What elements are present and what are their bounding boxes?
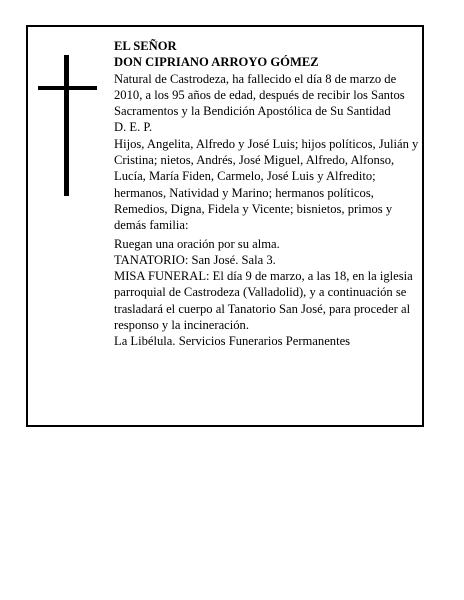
cross-horizontal-bar	[38, 86, 97, 90]
deceased-name: DON CIPRIANO ARROYO GÓMEZ	[114, 55, 319, 70]
cross-vertical-bar	[64, 55, 69, 196]
funeral-mass-paragraph: MISA FUNERAL: El día 9 de marzo, a las 18, en la iglesia parroquial de Castrodeza (Valladolid), y a continuación se trasladará el cuerpo al Tanatorio San José, para proceder al responso y la incineración.	[114, 269, 413, 333]
family-paragraph: Hijos, Angelita, Alfredo y José Luis; hijos políticos, Julián y Cristina; nietos, Andrés, José Miguel, Alfredo, Alfonso, Lucía, María Fiden, Carmelo, José Luis y Alfredito; hermanos, Natividad y Marino; hermanos políticos, Remedios, Digna, Fidela y Vicente; bisnietos, primos y demás familia:	[114, 136, 419, 233]
obituary-text-block	[114, 38, 419, 350]
tanatorio-line: TANATORIO: San José. Sala 3.	[114, 252, 276, 267]
title-line-1: EL SEÑOR	[114, 39, 177, 53]
funeral-home-line: La Libélula. Servicios Funerarios Permanentes	[114, 334, 351, 349]
prayer-request: Ruegan una oración por su alma.	[114, 236, 280, 251]
intro-paragraph: Natural de Castrodeza, ha fallecido el día 8 de marzo de 2010, a los 95 años de edad, después de recibir los Santos Sacramentos y la Bendición Apostólica de Su Santidad	[114, 71, 405, 119]
rip-line: D. E. P.	[114, 120, 153, 135]
